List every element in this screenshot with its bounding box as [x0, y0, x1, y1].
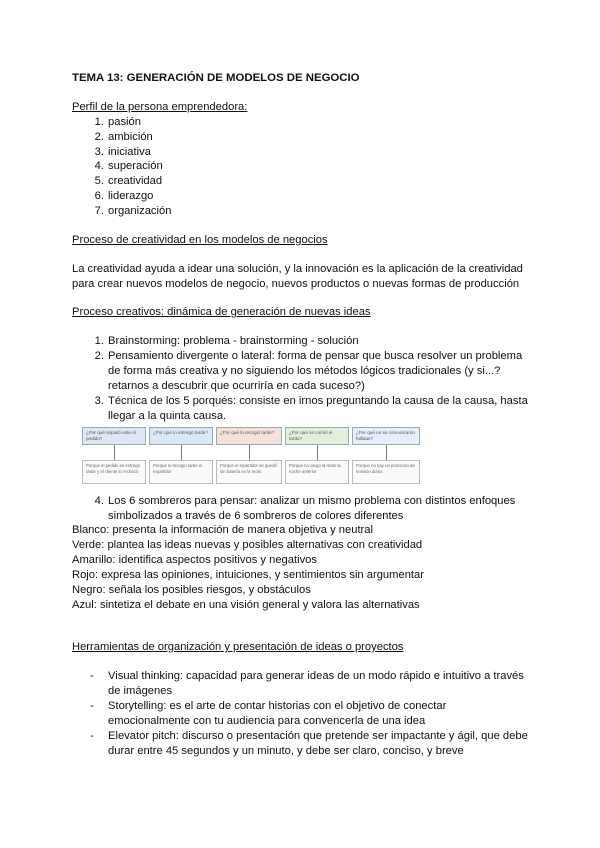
list-item: 7. organización: [94, 204, 172, 217]
diagram-answer-5: Porque no hay un protocolo de revisión diaria: [352, 460, 420, 484]
list-item: 3. iniciativa: [94, 145, 151, 158]
list-item: 5. creatividad: [94, 175, 163, 188]
diagram-question-4: ¿Por qué se comió el tardo?: [285, 427, 349, 445]
list-item: 3. Técnica de los 5 porqués: consiste en irnos preguntando la causa de la causa, hasta llegar a la quinta causa.: [94, 395, 528, 422]
diagram-connector: [114, 445, 115, 460]
diagram-connector: [386, 445, 387, 460]
diagram-question-3: ¿Por qué la recogió tarde?: [216, 427, 282, 445]
list-item: 1. Brainstorming: problema - brainstorming - solución: [94, 335, 359, 347]
diagram-question-1: ¿Por qué sepasó este el pedido?: [82, 427, 146, 445]
list-item: 1. pasión: [94, 116, 141, 128]
proceso-heading: Proceso de creatividad en los modelos de negocios: [72, 234, 328, 246]
list-item: - Elevator pitch: discurso o presentación que pretende ser impactante y ágil, que debe durar entre 45 segundos y un minuto, y debe ser claro, conciso, y breve: [90, 730, 528, 757]
sombrero-amarillo: Amarillo: identifica aspectos positivos y negativos: [72, 554, 317, 566]
list-item: 4. Los 6 sombreros para pensar: analizar un mismo problema con distintos enfoques simbolizados a través de 6 sombreros de colores diferentes: [94, 495, 516, 522]
sombrero-blanco: Blanco: presenta la información de manera objetiva y neutral: [72, 524, 373, 536]
sombrero-azul: Azul: sintetiza el debate en una visión general y valora las alternativas: [72, 599, 420, 611]
list-item: 2. Pensamiento divergente o lateral: forma de pensar que busca resolver un problema de forma más creativa y no siguiendo los métodos lógicos tradicionales (y si...? retarnos a descubrir que ocurriría en cada suceso?): [94, 350, 523, 392]
sombrero-verde: Verde: plantea las ideas nuevas y posibles alternativas con creatividad: [72, 539, 423, 551]
perfil-list: [72, 115, 171, 219]
five-whys-diagram: [82, 427, 420, 485]
diagram-connector: [249, 445, 250, 460]
diagram-answer-4: Porque no cargó la moto la noche anterior: [285, 460, 349, 484]
list-item: - Storytelling: es el arte de contar historias con el objetivo de conectar emocionalmente con tu audiencia para convencerla de una idea: [90, 700, 447, 727]
diagram-answer-2: Porque lo recogió tarde el repartidor: [149, 460, 213, 484]
perfil-heading: Perfil de la persona emprendedora:: [72, 101, 248, 113]
diagram-question-5: ¿Por qué no se comunicaron fallidas?: [352, 427, 420, 445]
list-item: 4. superación: [94, 160, 163, 173]
diagram-question-2: ¿Por qué lo entregó tarde?: [149, 427, 213, 445]
list-item: 6. liderazgo: [94, 189, 154, 202]
sombrero-rojo: Rojo: expresa las opiniones, intuiciones, y sentimientos sin argumentar: [72, 569, 424, 581]
diagram-answer-3: Porque el repartidor se quedó sin batería en la moto: [216, 460, 282, 484]
diagram-connector: [317, 445, 318, 460]
sombrero-negro: Negro: señala los posibles riesgos, y obstáculos: [72, 584, 311, 596]
list-item: 2. ambición: [94, 130, 153, 143]
dinamica-heading: Proceso creativos: dinámica de generación de nuevas ideas: [72, 306, 371, 318]
diagram-answer-1: Porque el pedido se entregó tarde y el cliente lo rechazó: [82, 460, 146, 484]
herramientas-heading: Herramientas de organización y presentación de ideas o proyectos: [72, 641, 404, 653]
proceso-paragraph: La creatividad ayuda a idear una solución, y la innovación es la aplicación de la creatividad para crear nuevos modelos de negocio, nuevos productos o nuevas formas de producción: [72, 263, 523, 290]
list-item: - Visual thinking: capacidad para generar ideas de un modo rápido e intuitivo a través de imágenes: [90, 670, 524, 697]
page-title: TEMA 13: GENERACIÓN DE MODELOS DE NEGOCIO: [72, 72, 360, 84]
diagram-connector: [181, 445, 182, 460]
